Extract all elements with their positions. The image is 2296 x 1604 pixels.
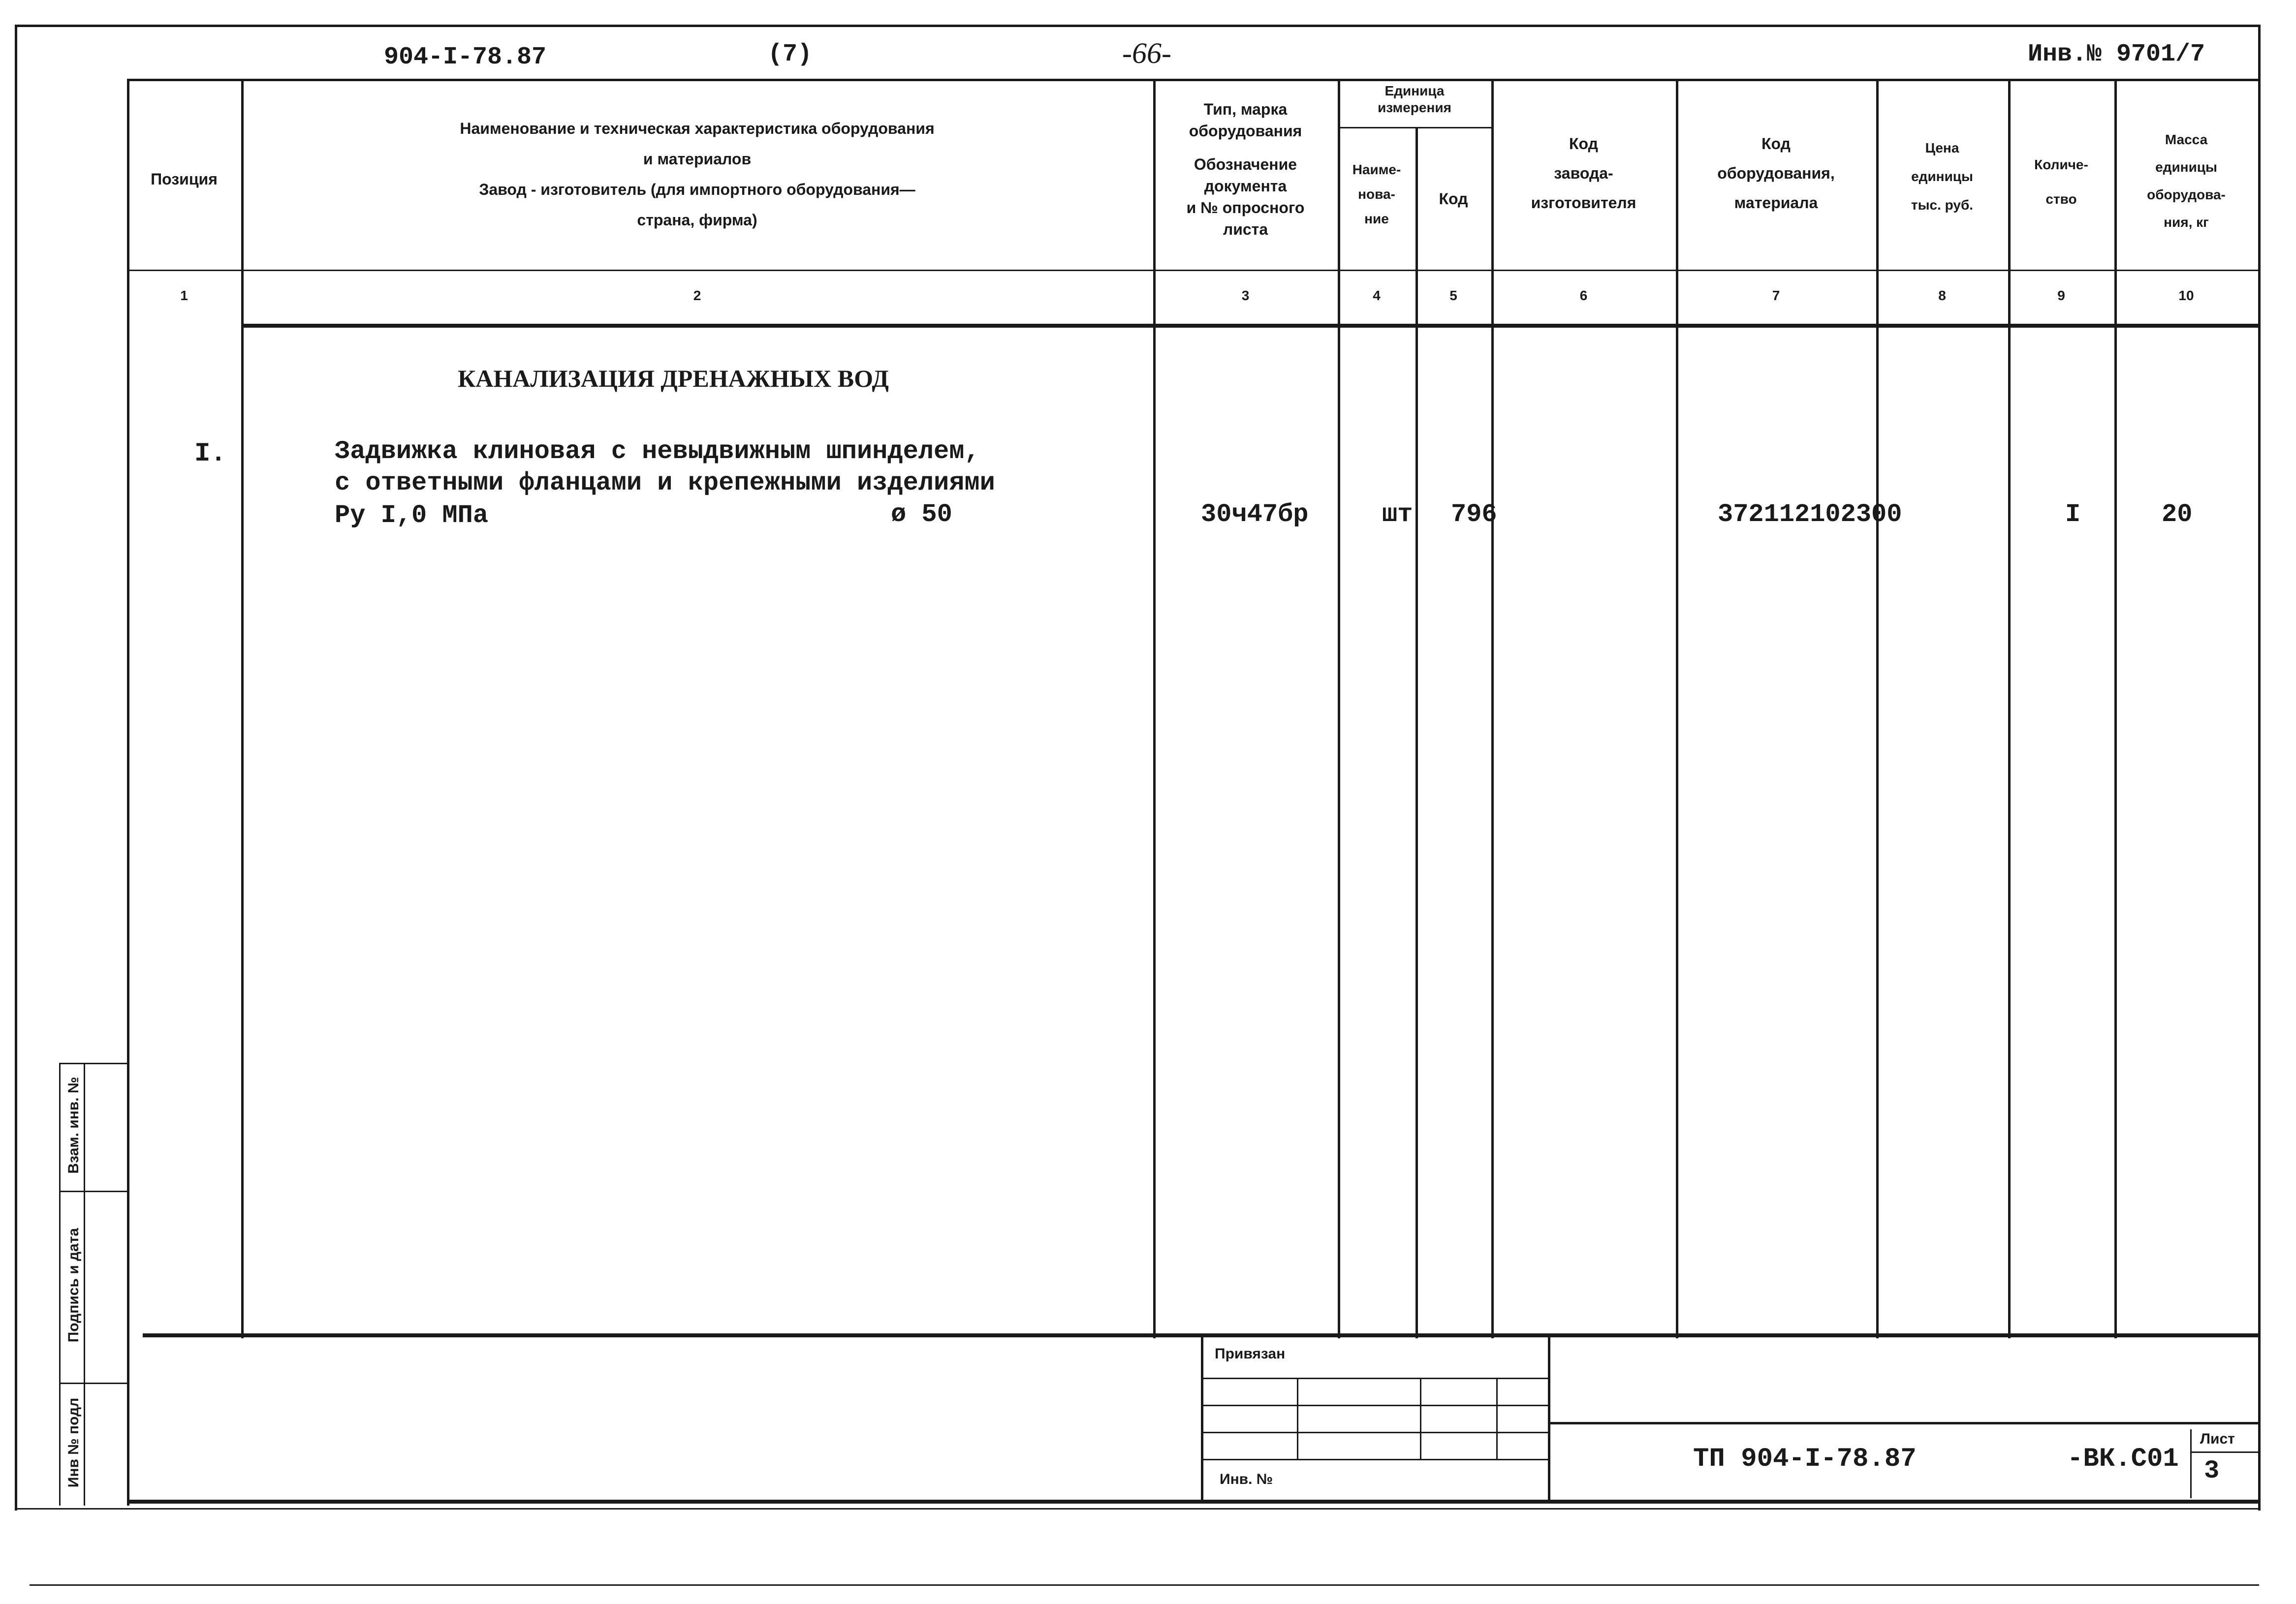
col-divider-3 — [1338, 79, 1340, 1338]
header-mass-line-4: ния, кг — [2164, 215, 2209, 230]
col-divider-1 — [241, 79, 244, 1338]
privyazan-vline-3 — [1496, 1378, 1498, 1459]
stamp-left — [1201, 1333, 1203, 1501]
header-mass-line-1: Масса — [2165, 132, 2208, 147]
header-material-code-line-1: Код — [1761, 135, 1791, 153]
header-material-code-line-2: оборудования, — [1717, 164, 1835, 182]
row-description-line-1: Задвижка клиновая с невыдвижным шпинделем, — [335, 437, 980, 466]
row-unit-name: шт — [1382, 500, 1413, 529]
col-divider-4 — [1415, 127, 1418, 1338]
privyazan-vline-2 — [1420, 1378, 1421, 1459]
header-unit-group-line-2: измерения — [1378, 100, 1451, 115]
stamp-bottom — [127, 1500, 2258, 1504]
header-material-code-line-3: материала — [1734, 194, 1818, 212]
stamp-sheet-number: 3 — [2204, 1456, 2220, 1485]
page-edge-bottom — [30, 1584, 2259, 1586]
side-label-vzam: Взам. инв. № — [65, 1077, 82, 1174]
row-quantity: I — [2065, 500, 2081, 529]
frame-left — [15, 25, 17, 1511]
frame-bottom — [15, 1508, 2259, 1510]
header-position — [127, 167, 241, 191]
header-name-line-2: и материалов — [643, 150, 752, 168]
header-mass-line-3: оборудова- — [2147, 187, 2226, 202]
col-divider-6 — [1676, 79, 1678, 1338]
header-unit-group — [1338, 83, 1491, 116]
header-unit-name-line-3: ние — [1364, 211, 1389, 226]
column-number-7: 7 — [1772, 288, 1780, 303]
header-name-line-4: страна, фирма) — [637, 211, 757, 229]
header-price-line-1: Цена — [1925, 140, 1959, 155]
header-name — [241, 113, 1153, 235]
table-top — [127, 79, 2258, 81]
row-description-line-3: Ру I,0 МПа — [335, 501, 489, 530]
frame-top — [15, 25, 2259, 27]
header-quantity-line-1: Количе- — [2034, 157, 2088, 172]
stamp-middle — [1548, 1333, 1550, 1501]
header-quantity — [2008, 148, 2114, 216]
column-number-2: 2 — [693, 288, 701, 303]
header-type — [1153, 98, 1338, 240]
row-type: 30ч47бр — [1201, 500, 1309, 529]
header-unit-code-label: Код — [1439, 190, 1468, 208]
header-type-line-6: листа — [1223, 220, 1268, 238]
row-position: I. — [194, 439, 226, 469]
stamp-sheet-code: -ВК.С01 — [2067, 1444, 2179, 1474]
row-description-line-2: с ответными фланцами и крепежными изделиями — [335, 468, 995, 497]
doc-code: 904-I-78.87 — [384, 43, 547, 71]
side-strip-right — [84, 1063, 85, 1506]
side-label-podpis: Подпись и дата — [65, 1228, 82, 1343]
header-type-line-3: Обозначение — [1194, 155, 1297, 173]
col-divider-2 — [1153, 79, 1156, 1338]
header-name-line-3: Завод - изготовитель (для импортного оборудования— — [479, 181, 915, 198]
header-material-code — [1676, 129, 1876, 217]
header-factory-code-line-1: Код — [1569, 135, 1598, 153]
header-factory-code-line-2: завода- — [1554, 164, 1613, 182]
privyazan-vline-1 — [1297, 1378, 1298, 1459]
header-name-line-1: Наименование и техническая характеристика оборудования — [460, 120, 935, 137]
header-type-line-5: и № опросного — [1186, 199, 1305, 216]
column-number-6: 6 — [1579, 288, 1588, 303]
sheet-box-left — [2190, 1429, 2192, 1498]
header-position-label: Позиция — [151, 170, 218, 188]
header-mass — [2114, 126, 2258, 236]
column-number-separator — [241, 324, 2258, 328]
header-price-line-3: тыс. руб. — [1911, 197, 1974, 213]
row-material-code: 372112102300 — [1718, 500, 1902, 529]
header-type-line-2: оборудования — [1189, 122, 1302, 140]
frame-right — [2258, 25, 2261, 1511]
header-separator — [127, 270, 2258, 271]
column-number-8: 8 — [1938, 288, 1946, 303]
side-label-inv-podl: Инв № подл — [65, 1397, 82, 1488]
column-number-1: 1 — [180, 288, 188, 303]
unit-group-separator — [1338, 127, 1491, 128]
header-factory-code — [1491, 129, 1676, 217]
stamp-inv-label: Инв. № — [1220, 1471, 1273, 1487]
header-factory-code-line-3: изготовителя — [1531, 194, 1636, 212]
col-divider-5 — [1491, 79, 1494, 1338]
privyazan-line-4 — [1201, 1459, 1548, 1460]
column-number-10: 10 — [2178, 288, 2194, 303]
header-unit-name — [1338, 157, 1415, 231]
column-number-5: 5 — [1449, 288, 1457, 303]
header-type-line-4: документа — [1204, 177, 1287, 195]
row-unit-code: 796 — [1451, 500, 1497, 529]
page-mark: -66- — [1122, 37, 1171, 69]
header-unit-name-line-2: нова- — [1358, 186, 1395, 202]
header-unit-name-line-1: Наиме- — [1352, 162, 1401, 177]
col-divider-8 — [2008, 79, 2011, 1338]
col-divider-9 — [2114, 79, 2117, 1338]
stamp-sheet-label: Лист — [2200, 1431, 2235, 1447]
header-price — [1876, 134, 2008, 219]
row-diameter: ø 50 — [891, 500, 952, 529]
stamp-doc-number: ТП 904-I-78.87 — [1693, 1444, 1917, 1474]
header-price-line-2: единицы — [1911, 169, 1973, 184]
column-number-4: 4 — [1373, 288, 1381, 303]
sheet-box-separator — [2190, 1451, 2258, 1453]
header-quantity-line-2: ство — [2045, 191, 2077, 207]
stamp-title-separator — [1548, 1422, 2258, 1424]
section-number: (7) — [768, 40, 813, 68]
column-number-9: 9 — [2057, 288, 2065, 303]
inventory-number: Инв.№ 9701/7 — [2028, 40, 2205, 68]
row-mass: 20 — [2162, 500, 2193, 529]
stamp-privyazan-label: Привязан — [1215, 1346, 1286, 1362]
col-divider-7 — [1876, 79, 1879, 1338]
header-type-line-1: Тип, марка — [1203, 100, 1288, 118]
header-unit-group-line-1: Единица — [1384, 83, 1445, 98]
side-strip-inner — [59, 1063, 61, 1506]
column-number-3: 3 — [1241, 288, 1250, 303]
section-title: КАНАЛИЗАЦИЯ ДРЕНАЖНЫХ ВОД — [458, 365, 889, 392]
header-mass-line-2: единицы — [2155, 159, 2217, 175]
stamp-top — [143, 1333, 2258, 1337]
header-unit-code — [1415, 187, 1491, 211]
